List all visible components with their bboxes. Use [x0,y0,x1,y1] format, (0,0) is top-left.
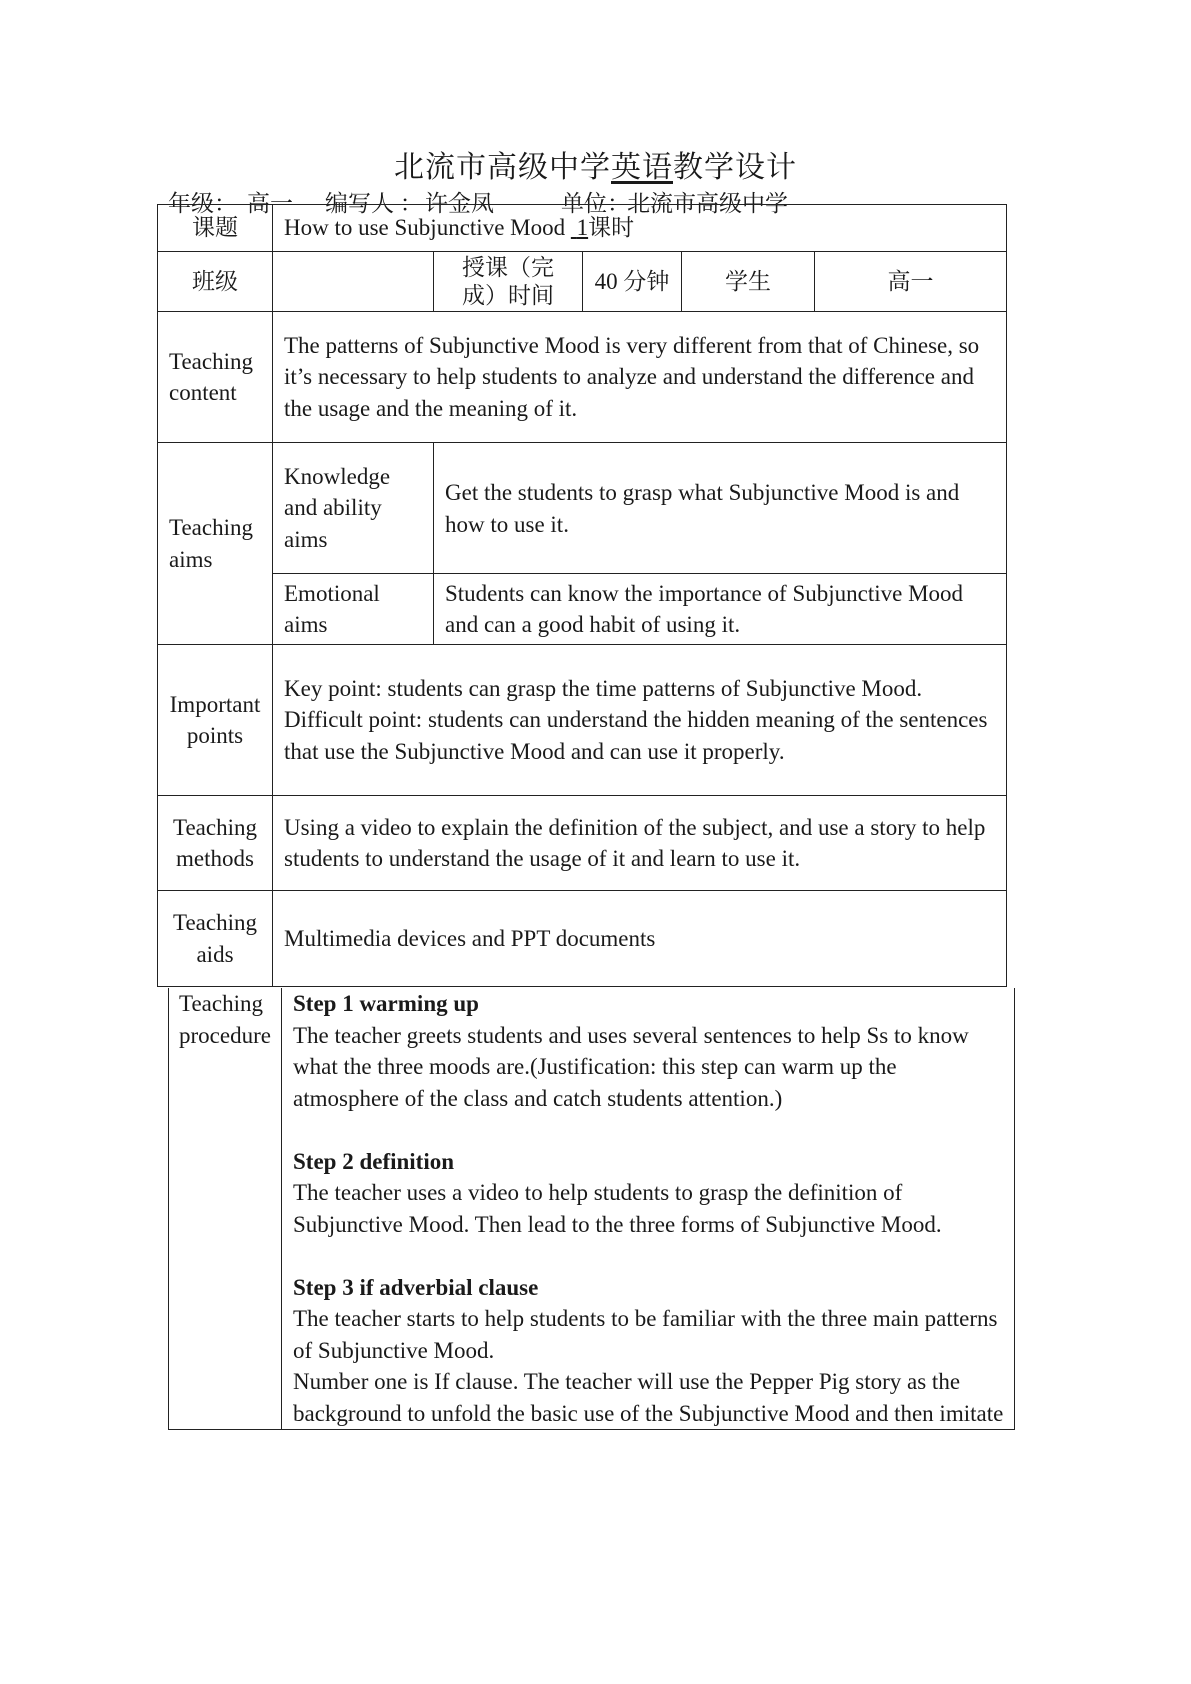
knowledge-aims-row [158,443,1007,574]
teaching-content-row [158,312,1007,443]
teaching-methods-label: Teaching methods [158,796,273,891]
time-value: 40 分钟 [583,252,682,312]
class-label: 班级 [158,252,273,312]
step-2-text: The teacher uses a video to help students to grasp the definition of Subjunctive Mood. Then lead to the three forms of Subjunctive Mood. [293,1180,942,1237]
emotional-aims-row [158,574,1007,645]
title-suffix: 教学设计 [673,151,797,184]
class-row [158,252,1007,312]
step-3 [293,1272,1008,1430]
step-3-text-1: The teacher starts to help students to be familiar with the three main patterns of Subjunctive Mood. [293,1306,998,1363]
teaching-content-label: Teaching content [158,312,273,443]
grade-value: 高一 [247,191,293,216]
unit-label: 单位： [561,191,630,216]
lesson-suffix: 课时 [588,215,635,241]
step-2 [293,1146,1008,1241]
step-1-title: Step 1 warming up [293,991,479,1016]
title-school: 北流市高级中学 [394,151,611,184]
author-label: 编写人 ： [325,191,423,216]
emotional-aims-label: Emotional aims [273,574,434,645]
unit-value: 北流市高级中学 [627,191,788,216]
knowledge-aims-label: Knowledge and ability aims [273,443,434,574]
step-3-text-2: Number one is If clause. The teacher will use the Pepper Pig story as the background to unfold the basic use of the Subjunctive Mood and then imitate [293,1369,1004,1426]
procedure-label: Teaching procedure [169,988,282,1430]
teaching-aids-text: Multimedia devices and PPT documents [273,891,1007,987]
emotional-aims-text: Students can know the importance of Subjunctive Mood and can a good habit of using it. [434,574,1007,645]
lesson-count: 1 [576,215,589,241]
step-2-title: Step 2 definition [293,1148,455,1174]
key-point: Key point: students can grasp the time patterns of Subjunctive Mood. [284,675,923,701]
topic-label: 课题 [158,205,273,252]
important-points-label: Important points [158,645,273,796]
teaching-methods-row [158,796,1007,891]
lesson-plan-table [157,204,1007,987]
grade-label: 年级： [168,191,237,216]
author-value: 许金凤 [425,191,494,216]
topic-value: How to use Subjunctive Mood [284,215,571,241]
teaching-content-text: The patterns of Subjunctive Mood is very different from that of Chinese, so it’s necessary to help students to analyze and understand the difference and the usage and the meaning of it. [273,312,1007,443]
important-points-row [158,645,1007,796]
knowledge-aims-text: Get the students to grasp what Subjunctive Mood is and how to use it. [434,443,1007,574]
teaching-aids-row [158,891,1007,987]
topic-cell [273,205,1007,252]
procedure-table [168,988,1015,1430]
procedure-row [169,988,1015,1430]
important-points-text [273,645,1007,796]
student-value: 高一 [815,252,1007,312]
procedure-steps [282,988,1015,1430]
time-label: 授课（完 成）时间 [434,252,583,312]
difficult-point: Difficult point: students can understand the hidden meaning of the sentences that use the Subjunctive Mood and can use it properly. [284,707,988,764]
step-1 [293,988,1008,1114]
topic-row [158,205,1007,252]
class-value [273,252,434,312]
student-label: 学生 [682,252,815,312]
teaching-methods-text: Using a video to explain the definition of the subject, and use a story to help students to understand the usage of it and learn to use it. [273,796,1007,891]
step-3-title: Step 3 if adverbial clause [293,1274,539,1300]
title-subject: 英语 [611,151,673,184]
step-1-text: The teacher greets students and uses several sentences to help Ss to know what the three moods are.(Justification: this step can warm up the atmosphere of the class and catch students attention.) [293,1022,969,1111]
teaching-aids-label: Teaching aids [158,891,273,987]
page-title [0,150,1191,186]
teaching-aims-label: Teaching aims [158,443,273,645]
